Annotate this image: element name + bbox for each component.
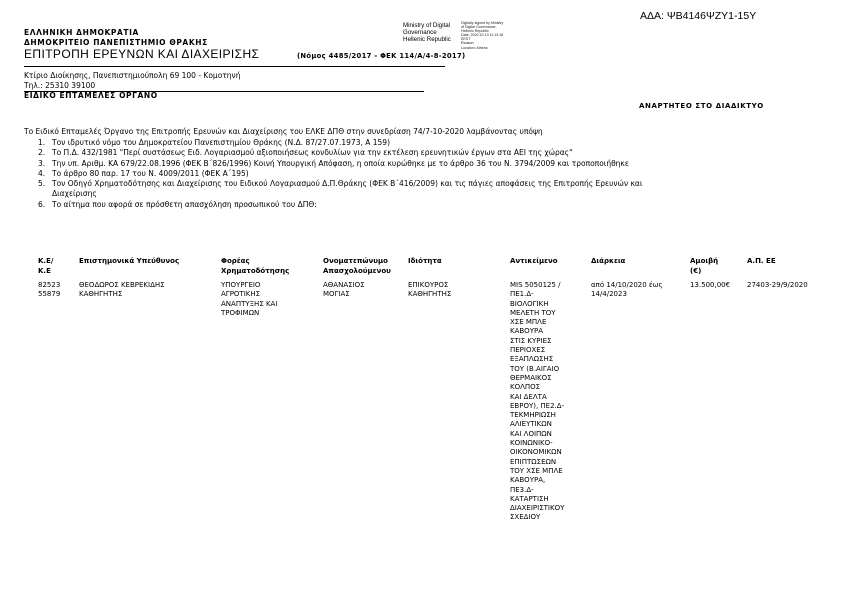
signature-line: Hellenic Republic: [403, 36, 451, 44]
col-header-scientific: [79, 256, 179, 266]
cell-line: ΤΟΥ (Β.ΑΙΓΑΙΟ: [510, 364, 560, 373]
cell-line: ΚΟΙΝΩΝΙΚΟ-: [510, 439, 553, 448]
law-reference: (Νόμος 4485/2017 - ΦΕΚ 114/Α/4-8-2017): [297, 52, 466, 60]
cell-line: ΜΟΓΙΑΣ: [323, 290, 350, 299]
consideration-item: [38, 200, 642, 210]
signature-detail-line: Hellenic Republic: [461, 29, 489, 34]
header-line: Απασχολούμενου: [323, 267, 391, 275]
signature-detail-line: EEST: [461, 37, 471, 42]
signature-detail-line: Date: 2020.10.13 11:13:18: [461, 33, 504, 38]
header-line: Αμοιβή: [690, 257, 719, 265]
item-number: 4.: [38, 168, 46, 178]
organ-divider: [24, 91, 424, 92]
cell-funder: [221, 281, 277, 318]
item-text: Το αίτημα που αφορά σε πρόσθετη απασχόληση προσωπικού του ΔΠΘ:: [52, 199, 317, 209]
item-number: 5.: [38, 179, 46, 189]
cell-line: ΕΠΙΠΤΩΣΕΩΝ: [510, 457, 557, 466]
republic-heading: ΕΛΛΗΝΙΚΗ ΔΗΜΟΚΡΑΤΙΑ: [24, 28, 139, 37]
cell-line: 55879: [38, 290, 61, 299]
cell-line: ΤΕΚΜΗΡΙΩΣΗ: [510, 411, 556, 420]
cell-line: ΤΟΥ ΧΣΕ ΜΠΛΕ: [510, 466, 563, 475]
cell-name: [323, 281, 365, 300]
header-line: Χρηματοδότησης: [221, 267, 290, 275]
considerations-list: [38, 138, 642, 210]
cell-line: ΚΟΛΠΟΣ: [510, 383, 541, 392]
col-header-ap: [747, 256, 776, 266]
cell-line: ΣΤΙΣ ΚΥΡΙΕΣ: [510, 336, 552, 345]
signature-detail-line: of Digital Governance,: [461, 25, 497, 30]
cell-line: ΑΓΡΟΤΙΚΗΣ: [221, 290, 261, 299]
cell-line: ΤΡΟΦΙΜΩΝ: [221, 308, 260, 317]
col-header-duration: [591, 256, 625, 266]
col-header-fee: [690, 256, 718, 276]
item-text: Το άρθρο 80 παρ. 17 του Ν. 4009/2011 (ΦΕΚ Α΄195): [52, 168, 249, 178]
cell-line: ΔΙΑΧΕΙΡΙΣΤΙΚΟΥ: [510, 504, 565, 513]
cell-line: ΠΕ3.Δ-: [510, 485, 534, 494]
item-number: 3.: [38, 158, 46, 168]
address: Κτίριο Διοίκησης, Πανεπιστημιούπολη 69 100 - Κομοτηνή: [24, 71, 241, 80]
organ-heading: ΕΙΔΙΚΟ ΕΠΤΑΜΕΛΕΣ ΟΡΓΑΝΟ: [24, 91, 158, 100]
phone: Τηλ.: 25310 39100: [24, 81, 96, 90]
cell-line: ΚΑΙ ΔΕΛΤΑ: [510, 392, 547, 401]
item-number: 1.: [38, 138, 46, 147]
col-header-ke: [38, 256, 53, 276]
cell-line: ΘΕΡΜΑΙΚΟΣ: [510, 373, 552, 382]
consideration-item: [38, 159, 642, 169]
signature-line: Ministry of Digital: [403, 22, 451, 29]
header-line: Διάρκεια: [591, 257, 626, 265]
cell-line: ΧΣΕ ΜΠΛΕ: [510, 318, 547, 327]
signature-line: Governance: [403, 29, 437, 37]
header-line: Α.Π. ΕΕ: [747, 257, 776, 265]
header-line: Αντικείμενο: [510, 257, 558, 265]
cell-line: ΚΑΒΟΥΡΑ: [510, 327, 543, 336]
cell-line: ΑΝΑΠΤΥΞΗΣ ΚΑΙ: [221, 299, 278, 308]
item-text: Τον ιδρυτικό νόμο του Δημοκρατείου Πανεπιστημίου Θράκης (Ν.Δ. 87/27.07.1973, Α 159): [52, 138, 391, 147]
cell-line: ΠΕ1.Δ-: [510, 290, 534, 299]
header-line: Κ.Ε: [38, 267, 51, 275]
signature-detail-line: Location: Athens: [461, 45, 488, 50]
cell-duration: [591, 281, 663, 300]
header-line: Επιστημονικά Υπεύθυνος: [79, 257, 180, 265]
item-text: Τον Οδηγό Χρηματοδότησης και Διαχείρισης του Ειδικού Λογαριασμού Δ.Π.Θράκης (ΦΕΚ Β΄416/2009) και τις πάγιες αποφάσεις της Επιτροπής Ερευνών και: [52, 179, 643, 189]
cell-line: ΘΕΟΔΩΡΟΣ ΚΕΒΡΕΚΙΔΗΣ: [79, 281, 165, 289]
col-header-name: [323, 256, 391, 276]
cell-line: 14/4/2023: [591, 290, 627, 299]
item-number: 6.: [38, 199, 46, 209]
signature-detail: [461, 21, 503, 50]
cell-line: ΣΧΕΔΙΟΥ: [510, 513, 541, 522]
consideration-continuation: Διαχείρισης: [52, 189, 97, 199]
cell-line: ΒΙΟΛΟΓΙΚΗ: [510, 299, 549, 308]
col-header-funder: [221, 256, 289, 276]
cell-line: ΚΑΒΟΥΡΑ,: [510, 476, 546, 485]
header-line: Κ.Ε/: [38, 257, 54, 265]
cell-line: ΥΠΟΥΡΓΕΙΟ: [221, 281, 261, 289]
cell-line: ΚΑΤΑΡΤΙΣΗ: [510, 494, 549, 503]
signature-detail-line: Reason:: [461, 41, 475, 46]
cell-ke: [38, 281, 60, 300]
consideration-item: [38, 138, 642, 148]
cell-line: ΕΒΡΟΥ), ΠΕ2.Δ-: [510, 401, 565, 410]
digital-signature: [403, 22, 451, 44]
col-header-subject: [510, 256, 558, 266]
cell-line: ΚΑΘΗΓΗΤΗΣ: [408, 290, 452, 299]
cell-subject: [510, 281, 564, 523]
cell-fee: [690, 281, 730, 290]
item-text: Την υπ. Αριθμ. ΚΑ 679/22.08.1996 (ΦΕΚ Β΄826/1996) Κοινή Υπουργική Απόφαση, η οποία κυρώθηκε με το άρθρο 36 του Ν. 3794/2009 και τροποποιήθηκε: [52, 158, 629, 168]
col-header-property: [408, 256, 442, 266]
header-line: Ιδιότητα: [408, 257, 442, 265]
cell-property: [408, 281, 451, 300]
intro-text: Το Ειδικό Επταμελές Όργανο της Επιτροπής Ερευνών και Διαχείρισης του ΕΛΚΕ ΔΠΘ στην συνεδρίαση 74/7-10-2020 λαμβάνοντας υπόψη: [24, 127, 543, 136]
cell-line: ΠΕΡΙΟΧΕΣ: [510, 346, 546, 355]
cell-line: ΜΕΛΕΤΗ ΤΟΥ: [510, 308, 556, 317]
consideration-item: [38, 179, 642, 189]
header-divider: [24, 66, 445, 67]
cell-line: 27403-29/9/2020: [747, 281, 808, 289]
cell-line: 13.500,00€: [690, 281, 731, 289]
consideration-item: [38, 169, 642, 179]
cell-line: ΚΑΙ ΛΟΙΠΩΝ: [510, 429, 552, 438]
cell-ap: [747, 281, 808, 290]
cell-line: ΑΛΙΕΥΤΙΚΩΝ: [510, 420, 552, 429]
committee-heading: ΕΠΙΤΡΟΠΗ ΕΡΕΥΝΩΝ ΚΑΙ ΔΙΑΧΕΙΡΙΣΗΣ: [24, 47, 260, 61]
header-line: Ονοματεπώνυμο: [323, 257, 388, 265]
item-number: 2.: [38, 148, 46, 158]
cell-line: MIS 5050125 /: [510, 281, 561, 289]
cell-scientific: [79, 281, 165, 300]
cell-line: ΕΞΑΠΛΩΣΗΣ: [510, 355, 554, 364]
cell-line: από 14/10/2020 έως: [591, 281, 663, 289]
header-line: Φορέας: [221, 257, 250, 265]
cell-line: ΑΘΑΝΑΣΙΟΣ: [323, 281, 365, 289]
header-line: (€): [690, 267, 702, 275]
university-heading: ΔΗΜΟΚΡΙΤΕΙΟ ΠΑΝΕΠΙΣΤΗΜΙΟ ΘΡΑΚΗΣ: [24, 38, 208, 47]
ada-code: ΑΔΑ: ΨΒ4146ΨΖΥ1-15Υ: [640, 10, 757, 22]
posting-notice: ΑΝΑΡΤΗΤΕΟ ΣΤΟ ΔΙΑΔΙΚΤΥΟ: [639, 102, 764, 110]
signature-detail-line: Digitally signed by Ministry: [461, 21, 504, 25]
cell-line: ΕΠΙΚΟΥΡΟΣ: [408, 281, 449, 289]
item-text: Το Π.Δ. 432/1981 "Περί συστάσεως Ειδ. Λογαριασμού αξιοποιήσεως κονδυλίων για την εκτέλεση ερευνητικών έργων στα ΑΕΙ της χώρας": [52, 148, 573, 158]
consideration-item: [38, 148, 642, 158]
cell-line: 82523: [38, 281, 61, 289]
cell-line: ΟΙΚΟΝΟΜΙΚΩΝ: [510, 448, 562, 457]
cell-line: ΚΑΘΗΓΗΤΗΣ: [79, 290, 123, 299]
